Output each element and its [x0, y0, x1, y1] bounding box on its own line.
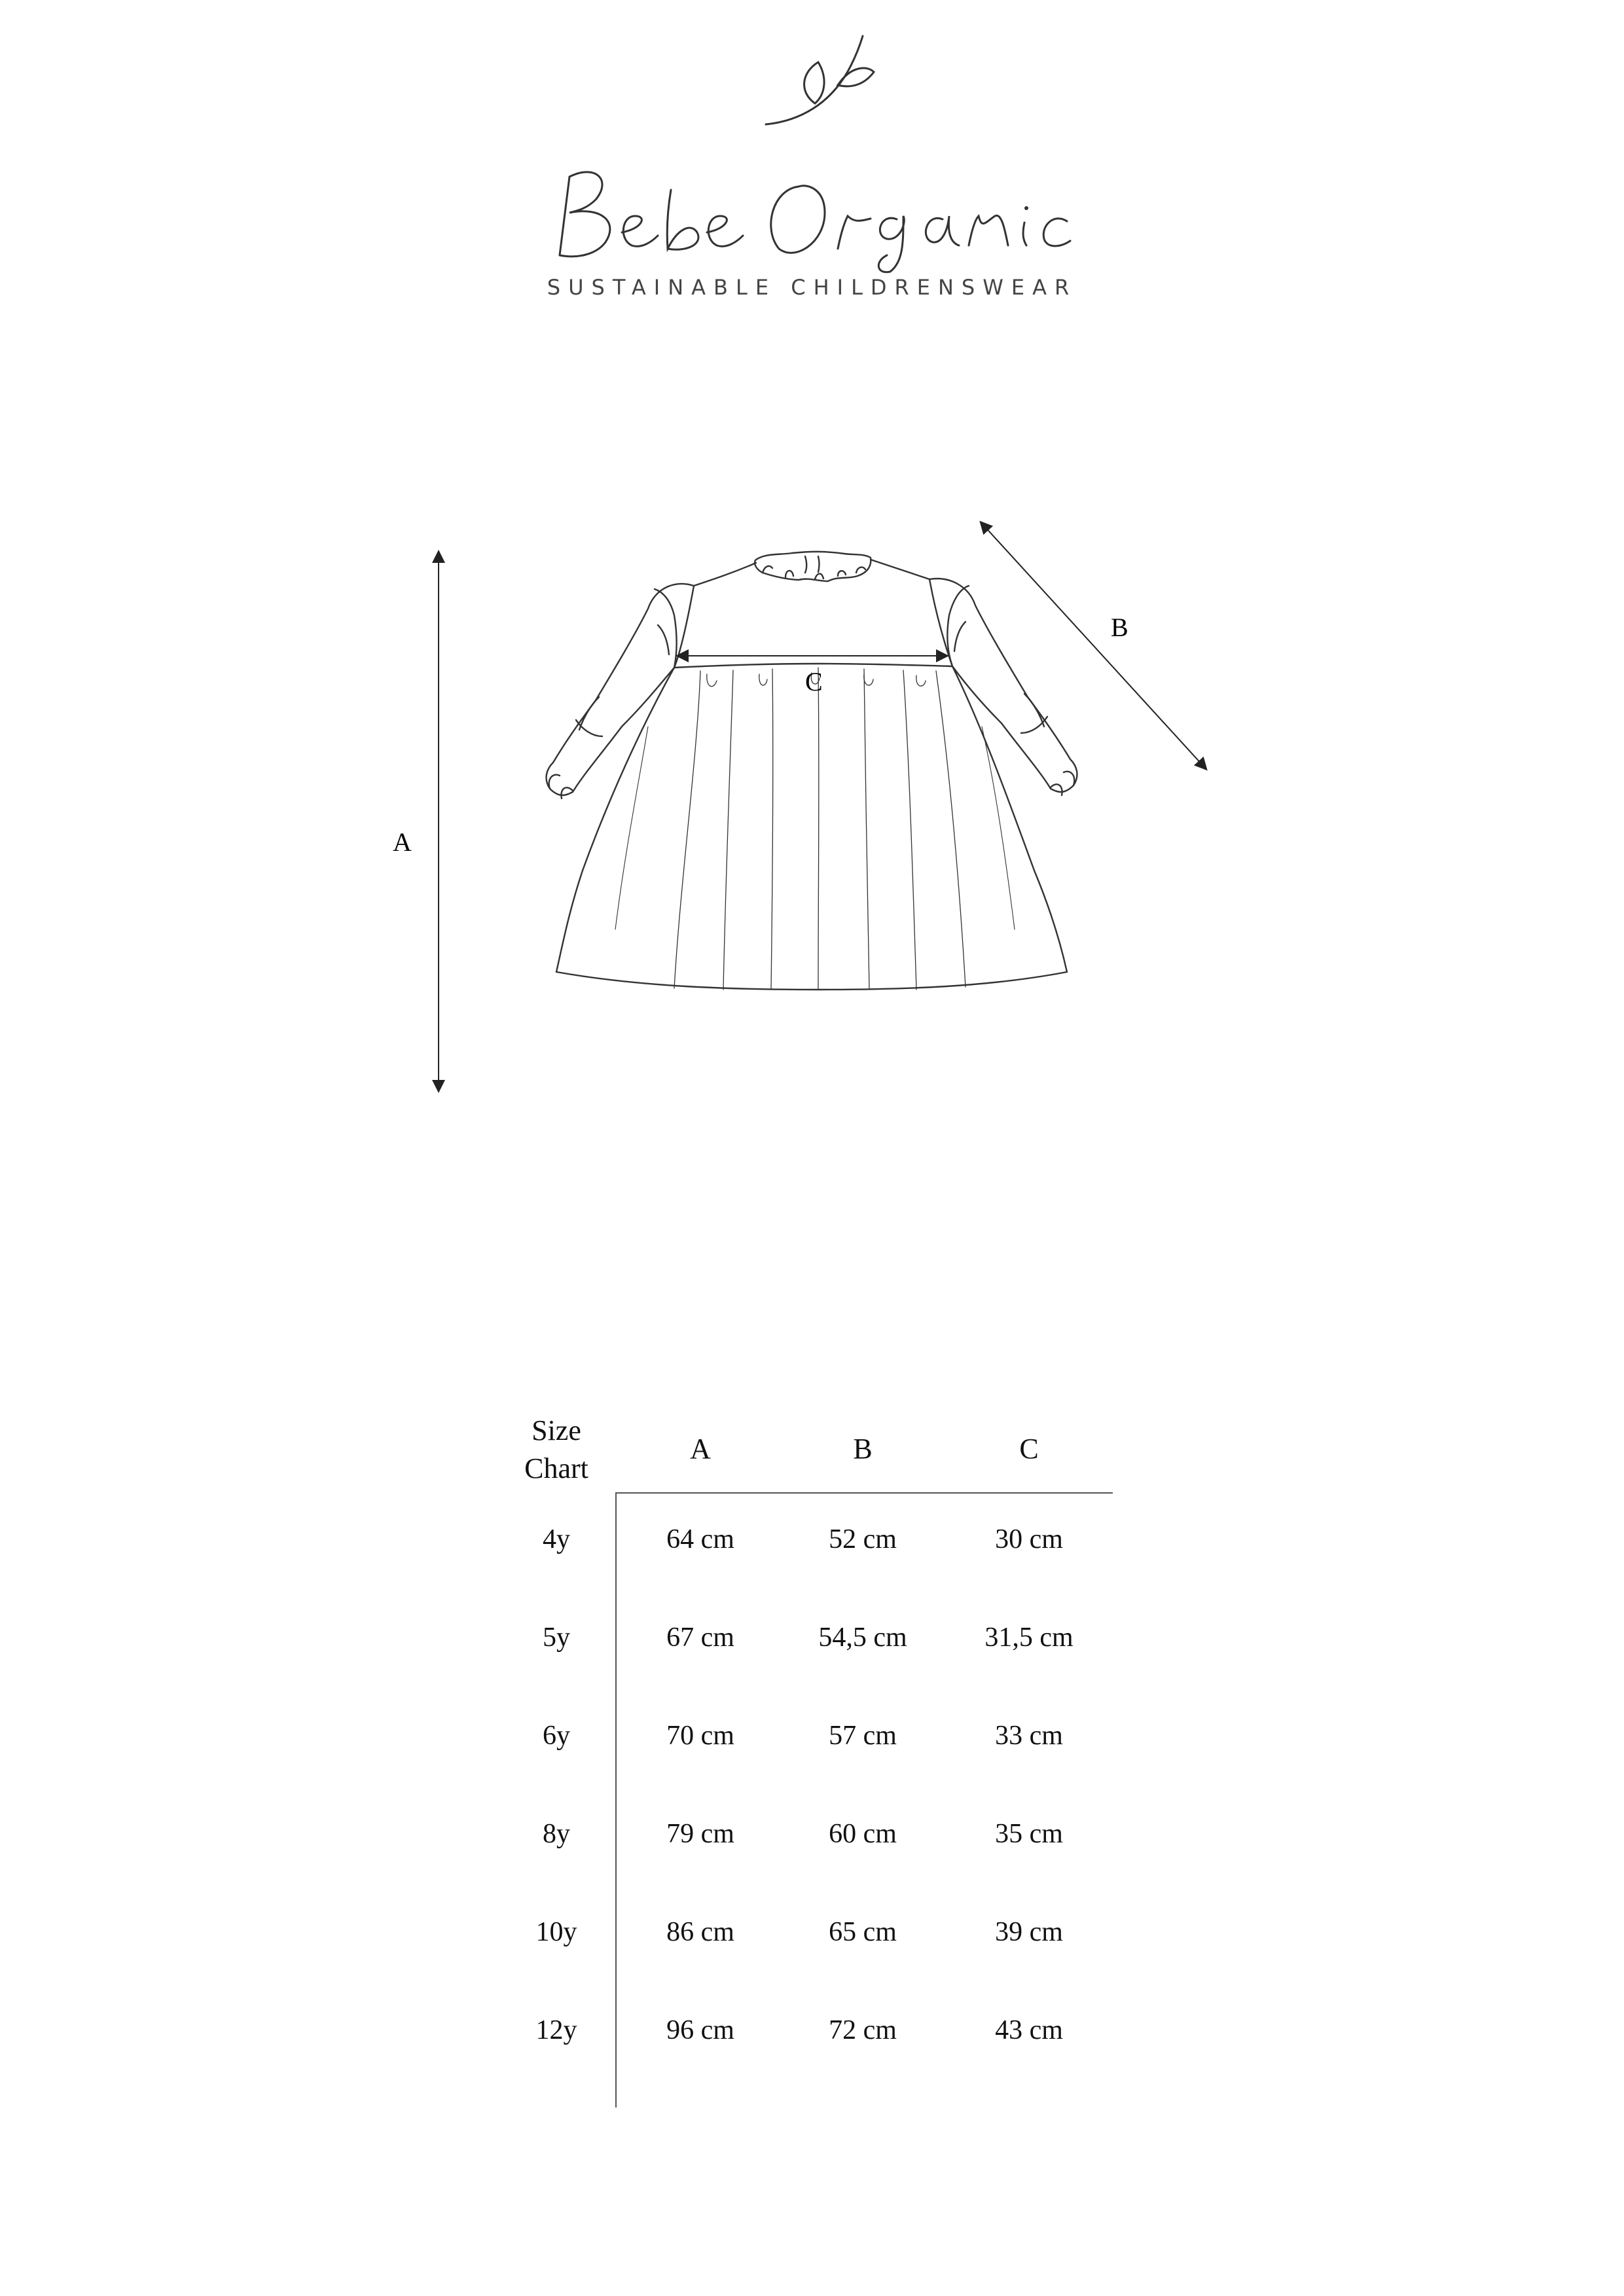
row-size: 8y: [543, 1819, 570, 1849]
size-chart-header-line1: Size: [532, 1414, 581, 1446]
cell-b: 52 cm: [829, 1524, 897, 1554]
logo-leaf-icon: [753, 26, 877, 137]
row-size: 6y: [543, 1721, 570, 1751]
dimension-label-b: B: [1111, 613, 1128, 642]
cell-c: 39 cm: [995, 1917, 1063, 1947]
cell-a: 96 cm: [666, 2015, 734, 2045]
cell-b: 57 cm: [829, 1721, 897, 1751]
dress-diagram: [367, 511, 1244, 1165]
cell-a: 64 cm: [666, 1524, 734, 1554]
column-header-c: C: [1019, 1433, 1039, 1465]
cell-c: 30 cm: [995, 1524, 1063, 1554]
cell-a: 79 cm: [666, 1819, 734, 1849]
row-size: 12y: [535, 2015, 577, 2045]
cell-c: 31,5 cm: [984, 1623, 1074, 1653]
table-header-divider: [615, 1492, 1113, 1494]
size-chart-table: [497, 1401, 1126, 2108]
cell-b: 65 cm: [829, 1917, 897, 1947]
cell-b: 54,5 cm: [818, 1623, 907, 1653]
cell-c: 33 cm: [995, 1721, 1063, 1751]
dimension-label-a: A: [393, 827, 412, 857]
cell-b: 60 cm: [829, 1819, 897, 1849]
dimension-arrow-b: [984, 526, 1203, 766]
cell-b: 72 cm: [829, 2015, 897, 2045]
brand-tagline: SUSTAINABLE CHILDRENSWEAR: [547, 275, 1077, 300]
dimension-label-c: C: [805, 667, 823, 696]
size-chart-header-line2: Chart: [524, 1452, 588, 1484]
cell-c: 43 cm: [995, 2015, 1063, 2045]
cell-a: 86 cm: [666, 1917, 734, 1947]
row-size: 10y: [535, 1917, 577, 1947]
column-header-a: A: [690, 1433, 711, 1465]
cell-a: 70 cm: [666, 1721, 734, 1751]
row-size: 5y: [543, 1623, 570, 1653]
brand-wordmark: [550, 151, 1074, 275]
dress-outline: [547, 552, 1077, 990]
column-header-b: B: [853, 1433, 873, 1465]
row-size: 4y: [543, 1524, 570, 1554]
cell-a: 67 cm: [666, 1623, 734, 1653]
cell-c: 35 cm: [995, 1819, 1063, 1849]
